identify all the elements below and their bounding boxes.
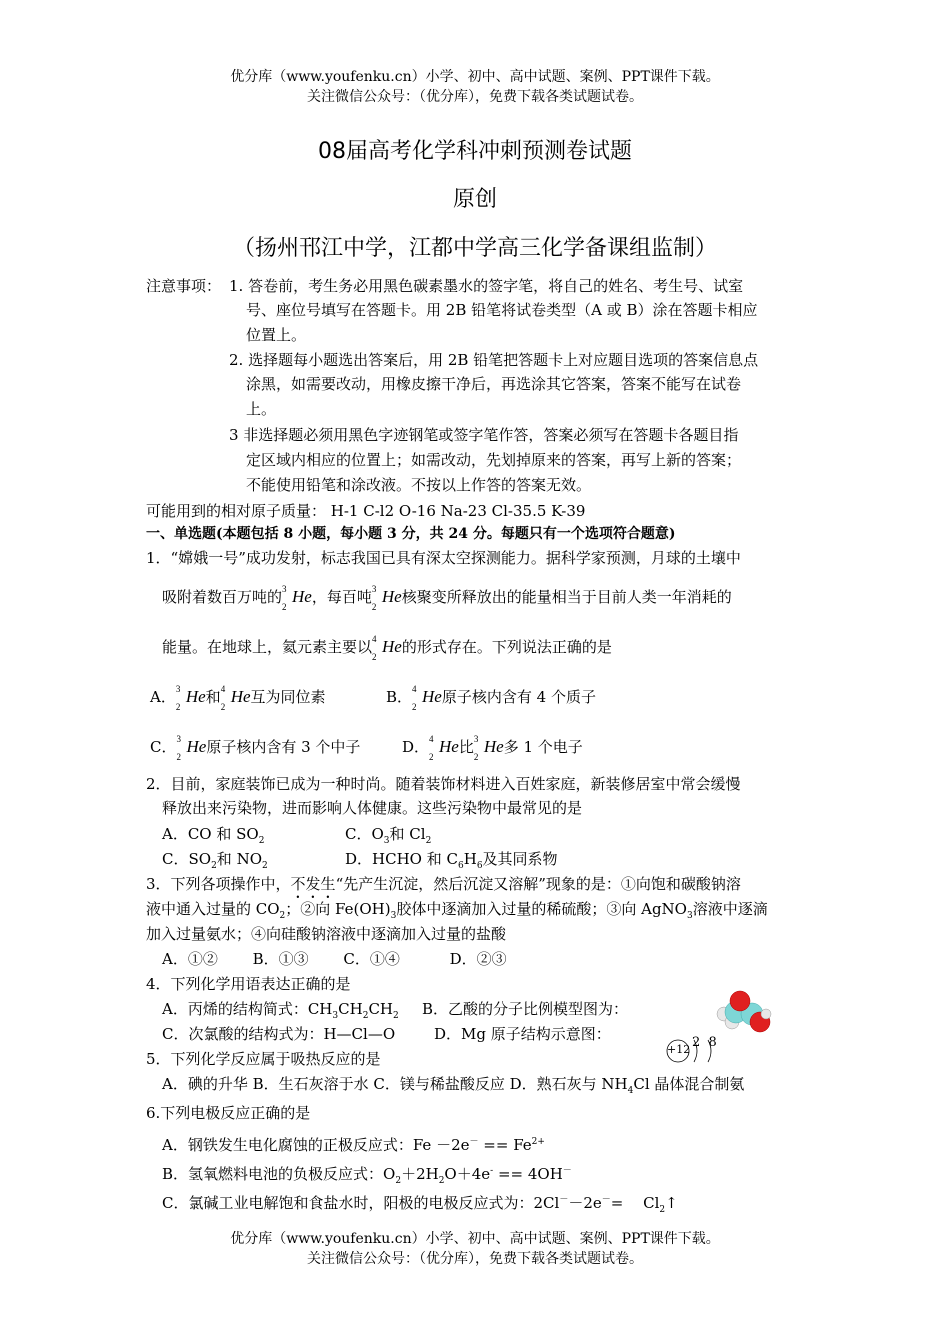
page-subtitle: 原创	[452, 187, 497, 212]
notice-line: 不能使用铅笔和涂改液。不按以上作答的答案无效。	[246, 476, 592, 494]
mg-shell-label: 2 8	[692, 1035, 717, 1050]
q6-stem: 6.下列电极反应正确的是	[146, 1104, 311, 1122]
notice-line: 3 非选择题必须用黑色字迹钢笔或签字笔作答，答案必须写在答题卡各题目指	[229, 426, 739, 444]
notice-line: 上。	[246, 400, 277, 418]
atomic-mass-line: 可能用到的相对原子质量： H-1 C-l2 O-16 Na-23 Cl-35.5 K-39	[146, 502, 586, 520]
notice-line: 位置上。	[246, 326, 307, 344]
q2-option-a: A．CO 和 $SO_2$	[162, 825, 265, 846]
header-line-1: 优分库（www.youfenku.cn）小学、初中、高中试题、案例、PPT课件下载。	[230, 69, 720, 85]
q1-option-b: B． 4 2 He原子核内含有 4 个质子	[386, 684, 596, 712]
q5-stem: 5．下列化学反应属于吸热反应的是	[146, 1050, 381, 1068]
page-title: 08届高考化学科冲刺预测卷试题	[318, 139, 632, 164]
notice-label: 注意事项：	[146, 277, 222, 295]
isotope-he3: 3 2 He	[371, 584, 402, 612]
q3-stem: 3．下列各项操作中，不发生“先产生沉淀，然后沉淀又溶解”现象的是：①向饱和碳酸钠溶	[146, 875, 741, 893]
q4-option-d: D．Mg 原子结构示意图：	[434, 1025, 611, 1043]
footer-line-1: 优分库（www.youfenku.cn）小学、初中、高中试题、案例、PPT课件下载。	[230, 1231, 720, 1247]
isotope-he3: 3 2 He	[282, 584, 312, 612]
q6-option-c: C．氯碱工业电解饱和食盐水时，阳极的电极反应式为：2Cl－－2e－= $Cl_2↑$	[162, 1194, 678, 1215]
footer-line-2: 关注微信公众号：（优分库），免费下载各类试题试卷。	[307, 1251, 643, 1267]
q2-option-b: C．$SO_2$和 $NO_2$	[162, 850, 268, 871]
emphasis-text: 不发生	[290, 875, 336, 893]
q4-option-a: A．丙烯的结构简式：$CH_3CH_2CH_2$	[162, 1000, 399, 1021]
notice-line: 2. 选择题每小题选出答案后，用 2B 铅笔把答题卡上对应题目选项的答案信息点	[229, 351, 759, 369]
q2-option-d: D．HCHO 和 $C_6H_6$及其同系物	[345, 850, 558, 871]
section-heading: 一、单选题(本题包括 8 小题，每小题 3 分，共 24 分。每题只有一个选项符合题意)	[146, 526, 676, 542]
q4-option-c: C．次氯酸的结构式为：H—Cl—O	[162, 1025, 396, 1043]
notice-line: 涂黑，如需要改动，用橡皮擦干净后，再选涂其它答案，答案不能写在试卷	[246, 375, 742, 393]
notice-line: 1. 答卷前，考生务必用黑色碳素墨水的签字笔，将自己的姓名、考生号、试室	[229, 277, 744, 295]
q3-stem-line-2: 液中通入过量的 $CO_2$；②向 $Fe(OH)_3$胶体中逐滴加入过量的稀硫酸；③向 AgNO$_3$溶液中逐滴	[146, 900, 768, 921]
isotope-he4: 4 2 He	[372, 634, 402, 662]
q1-stem: 1．“嫦娥一号”成功发射，标志我国已具有深太空探测能力。据科学家预测，月球的土壤中	[146, 549, 741, 567]
q6-option-a: A．钢铁发生电化腐蚀的正极反应式：$Fe -2e^- == Fe^{2+}$	[162, 1136, 545, 1154]
notice-line: 定区域内相应的位置上；如需改动，先划掉原来的答案，再写上新的答案；	[246, 451, 742, 469]
mg-nucleus-label: +12	[667, 1043, 691, 1056]
q1-option-a: A． 3 2 He和 4 2 He互为同位素	[150, 684, 326, 712]
q2-stem-line-2: 释放出来污染物，进而影响人体健康。这些污染物中最常见的是	[162, 799, 583, 817]
q1-stem-line-2: 吸附着数百万吨的 3 2 He，每百吨 3 2 He核聚变所释放出的能量相当于目前人类一年消耗的	[162, 584, 732, 612]
q4-stem: 4．下列化学用语表达正确的是	[146, 975, 351, 993]
q1-option-c: C． 3 2 He原子核内含有 3 个中子	[150, 734, 361, 762]
q3-stem-line-3: 加入过量氨水；④向硅酸钠溶液中逐滴加入过量的盐酸	[146, 925, 507, 943]
q2-stem: 2．目前，家庭装饰已成为一种时尚。随着装饰材料进入百姓家庭，新装修居室中常会缓慢	[146, 775, 741, 793]
q4-option-b: B．乙酸的分子比例模型图为：	[422, 1000, 629, 1018]
q5-options: A．碘的升华 B．生石灰溶于水 C．镁与稀盐酸反应 D．熟石灰与 $NH_4Cl$ 晶体混合制氨	[162, 1075, 745, 1096]
q1-option-d: D． 4 2 He比 3 2 He多 1 个电子	[402, 734, 583, 762]
page-org: （扬州邗江中学，江都中学高三化学备课组监制）	[232, 236, 717, 261]
q2-option-c: C．$O_3$和 $Cl_2$	[345, 825, 432, 846]
q3-options: A．①② B．①③ C．①④ D．②③	[162, 950, 507, 968]
notice-line: 号、座位号填写在答题卡。用 2B 铅笔将试卷类型（A 或 B）涂在答题卡相应	[246, 301, 758, 319]
mg-atom-diagram	[664, 1030, 748, 1072]
q1-stem-line-3: 能量。在地球上，氦元素主要以 4 2 He的形式存在。下列说法正确的是	[162, 634, 612, 662]
header-line-2: 关注微信公众号：（优分库），免费下载各类试题试卷。	[307, 89, 643, 105]
q6-option-b: B．氢氧燃料电池的负极反应式：$O_2+2H_2O+4e^- == 4OH^-$	[162, 1165, 572, 1186]
